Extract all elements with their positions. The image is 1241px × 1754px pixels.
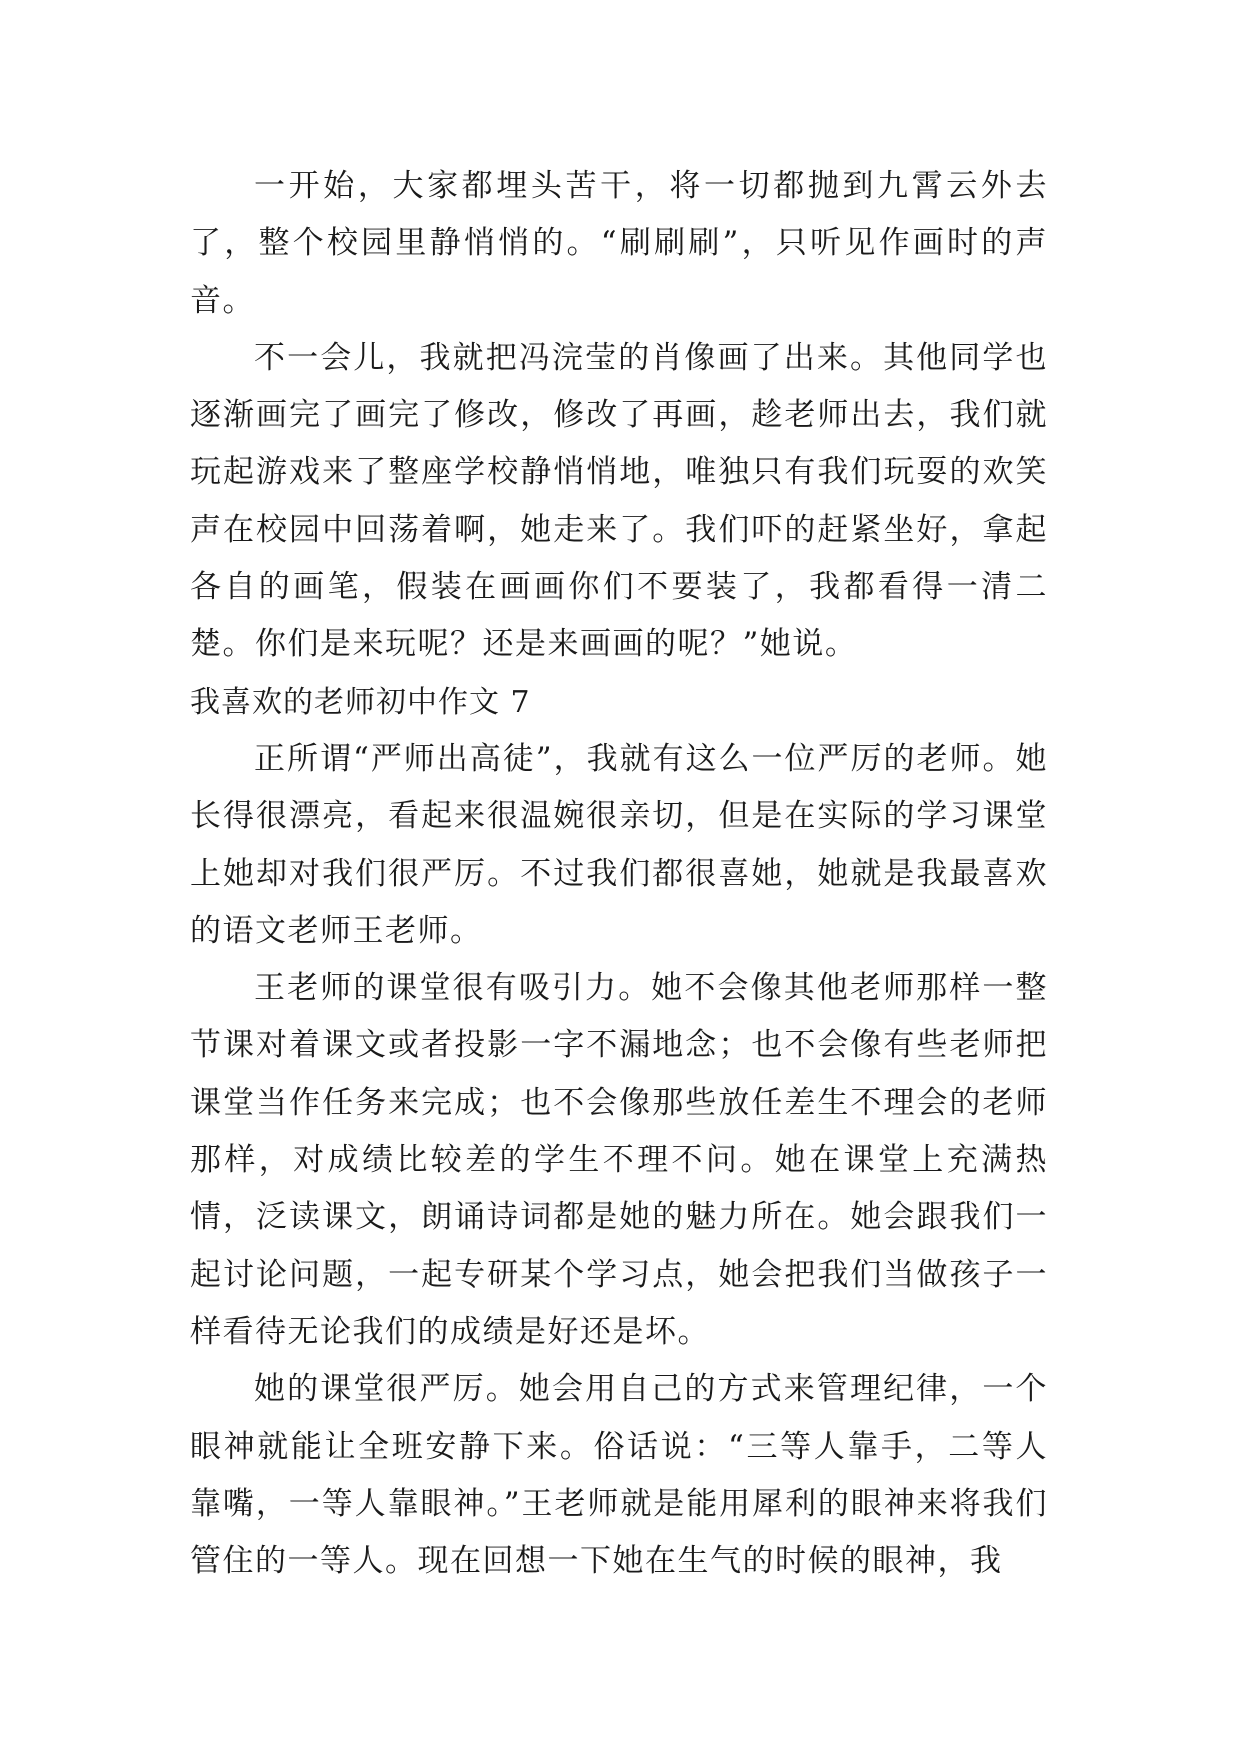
essay-title: 我喜欢的老师初中作文 7 (190, 684, 531, 720)
paragraph-3: 正所谓“严师出高徒”，我就有这么一位严厉的老师。她长得很漂亮，看起来很温婉很亲切，但是在实际的学习课堂上她却对我们很严厉。不过我们都很喜她，她就是我最喜欢的语文老师王老师。 (190, 740, 1048, 949)
paragraph-2: 不一会儿，我就把冯浣莹的肖像画了出来。其他同学也逐渐画完了画完了修改，修改了再画，趁老师出去，我们就玩起游戏来了整座学校静悄悄地，唯独只有我们玩耍的欢笑声在校园中回荡着啊，她走来了。我们吓的赶紧坐好，拿起各自的画笔，假装在画画你们不要装了，我都看得一清二楚。你们是来玩呢？还是来画画的呢？”她说。 (190, 339, 1048, 663)
paragraph-5: 她的课堂很严厉。她会用自己的方式来管理纪律，一个眼神就能让全班安静下来。俗话说：“三等人靠手，二等人靠嘴，一等人靠眼神。”王老师就是能用犀利的眼神来将我们管住的一等人。现在回想一下她在生气的时候的眼神，我 (190, 1371, 1048, 1580)
essay-body (190, 158, 1048, 1590)
paragraph-1: 一开始，大家都埋头苦干，将一切都抛到九霄云外去了，整个校园里静悄悄的。“刷刷刷”，只听见作画时的声音。 (190, 168, 1048, 319)
paragraph-4: 王老师的课堂很有吸引力。她不会像其他老师那样一整节课对着课文或者投影一字不漏地念；也不会像有些老师把课堂当作任务来完成；也不会像那些放任差生不理会的老师那样，对成绩比较差的学生不理不问。她在课堂上充满热情，泛读课文，朗诵诗词都是她的魅力所在。她会跟我们一起讨论问题，一起专研某个学习点，她会把我们当做孩子一样看待无论我们的成绩是好还是坏。 (190, 970, 1048, 1350)
